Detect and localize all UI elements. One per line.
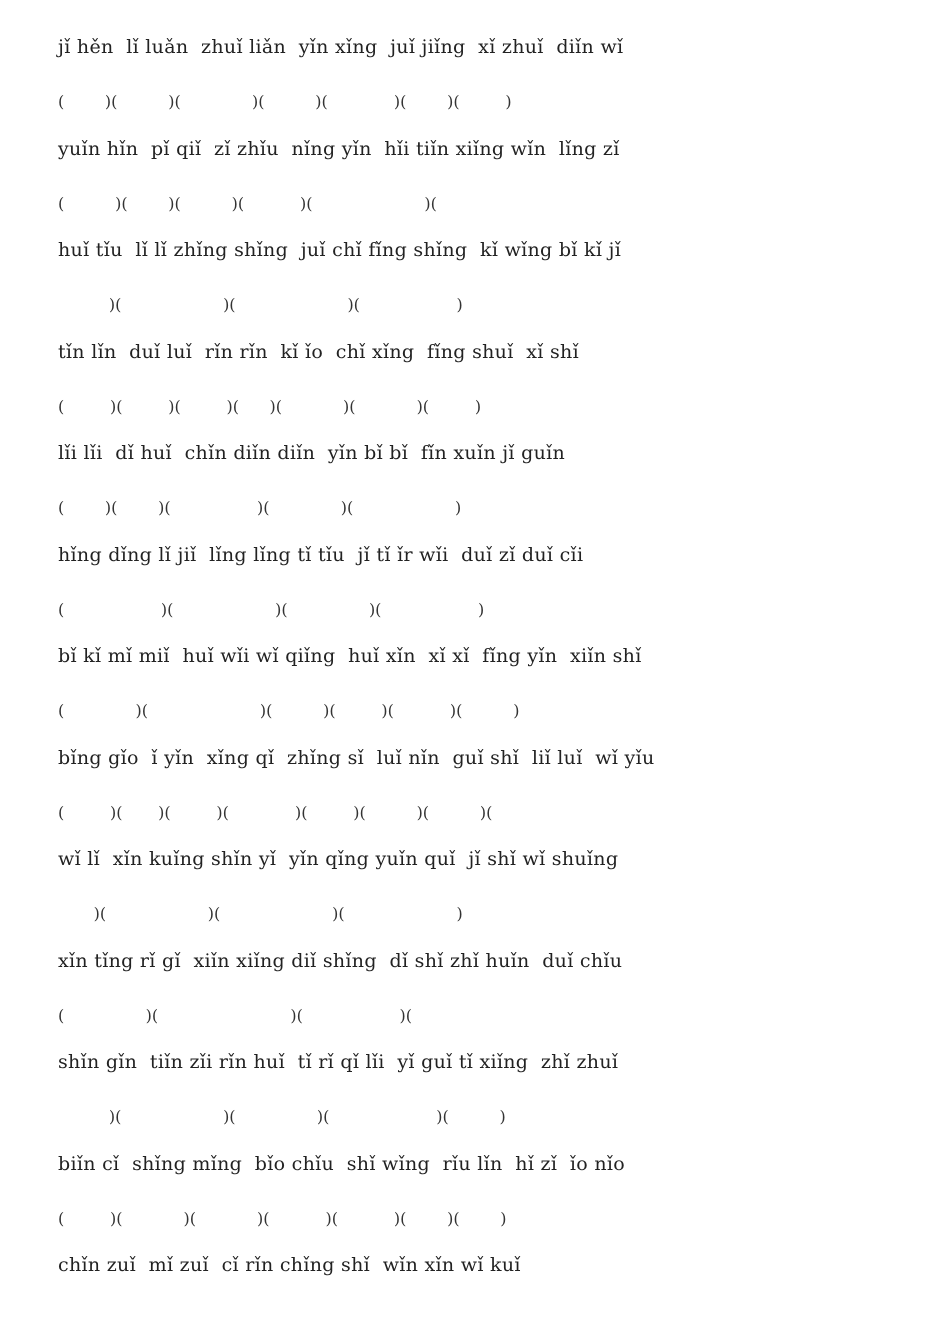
- answer-brackets[interactable]: ( )( )( )( )( )( ): [58, 701, 520, 720]
- answer-brackets[interactable]: ( )( )( )( )( ): [58, 498, 462, 517]
- pinyin-line: yuǐn hǐn pǐ qiǐ zǐ zhǐu nǐng yǐn hǐi tiǐn xiǐng wǐn lǐng zǐ: [58, 137, 620, 160]
- pinyin-line: chǐn zuǐ mǐ zuǐ cǐ rǐn chǐng shǐ wǐn xǐn wǐ kuǐ: [58, 1254, 521, 1276]
- pinyin-line: wǐ lǐ xǐn kuǐng shǐn yǐ yǐn qǐng yuǐn quǐ jǐ shǐ wǐ shuǐng: [58, 848, 619, 870]
- pinyin-line: shǐn gǐn tiǐn zǐi rǐn huǐ tǐ rǐ qǐ lǐi yǐ guǐ tǐ xiǐng zhǐ zhuǐ: [58, 1051, 619, 1073]
- pinyin-line: lǐi lǐi dǐ huǐ chǐn diǐn diǐn yǐn bǐ bǐ fǐn xuǐn jǐ guǐn: [58, 442, 566, 464]
- pinyin-line: tǐn lǐn duǐ luǐ rǐn rǐn kǐ ǐo chǐ xǐng fǐng shuǐ xǐ shǐ: [58, 340, 579, 363]
- pinyin-line: bǐng gǐo ǐ yǐn xǐng qǐ zhǐng sǐ luǐ nǐn guǐ shǐ liǐ luǐ wǐ yǐu: [58, 746, 655, 769]
- answer-brackets[interactable]: ( )( )( )( ): [58, 599, 485, 619]
- answer-brackets[interactable]: ( )( )( )( )( )( )( ): [58, 396, 482, 416]
- answer-brackets[interactable]: ( )( )( )( )( )( )( )(: [58, 802, 493, 822]
- answer-brackets[interactable]: ( )( )( )( )( )( )( ): [58, 92, 512, 111]
- pinyin-line: jǐ hěn lǐ luǎn zhuǐ liǎn yǐn xǐng juǐ jiǐng xǐ zhuǐ diǐn wǐ: [58, 36, 624, 58]
- pinyin-line: xǐn tǐng rǐ gǐ xiǐn xiǐng diǐ shǐng dǐ shǐ zhǐ huǐn duǐ chǐu: [58, 949, 623, 972]
- pinyin-line: huǐ tǐu lǐ lǐ zhǐng shǐng juǐ chǐ fǐng shǐng kǐ wǐng bǐ kǐ jǐ: [58, 239, 622, 261]
- answer-brackets[interactable]: )( )( )( ): [58, 904, 463, 923]
- answer-brackets[interactable]: ( )( )( )( )( )(: [58, 193, 437, 213]
- answer-brackets[interactable]: )( )( )( ): [58, 295, 463, 314]
- pinyin-line: hǐng dǐng lǐ jiǐ lǐng lǐng tǐ tǐu jǐ tǐ ǐr wǐi duǐ zǐ duǐ cǐi: [58, 543, 584, 566]
- pinyin-line: biǐn cǐ shǐng mǐng bǐo chǐu shǐ wǐng rǐu lǐn hǐ zǐ ǐo nǐo: [58, 1152, 626, 1175]
- answer-brackets[interactable]: ( )( )( )(: [58, 1005, 412, 1025]
- answer-brackets[interactable]: )( )( )( )( ): [58, 1107, 506, 1126]
- pinyin-line: bǐ kǐ mǐ miǐ huǐ wǐi wǐ qiǐng huǐ xǐn xǐ xǐ fǐng yǐn xiǐn shǐ: [58, 645, 642, 667]
- answer-brackets[interactable]: ( )( )( )( )( )( )( ): [58, 1208, 507, 1228]
